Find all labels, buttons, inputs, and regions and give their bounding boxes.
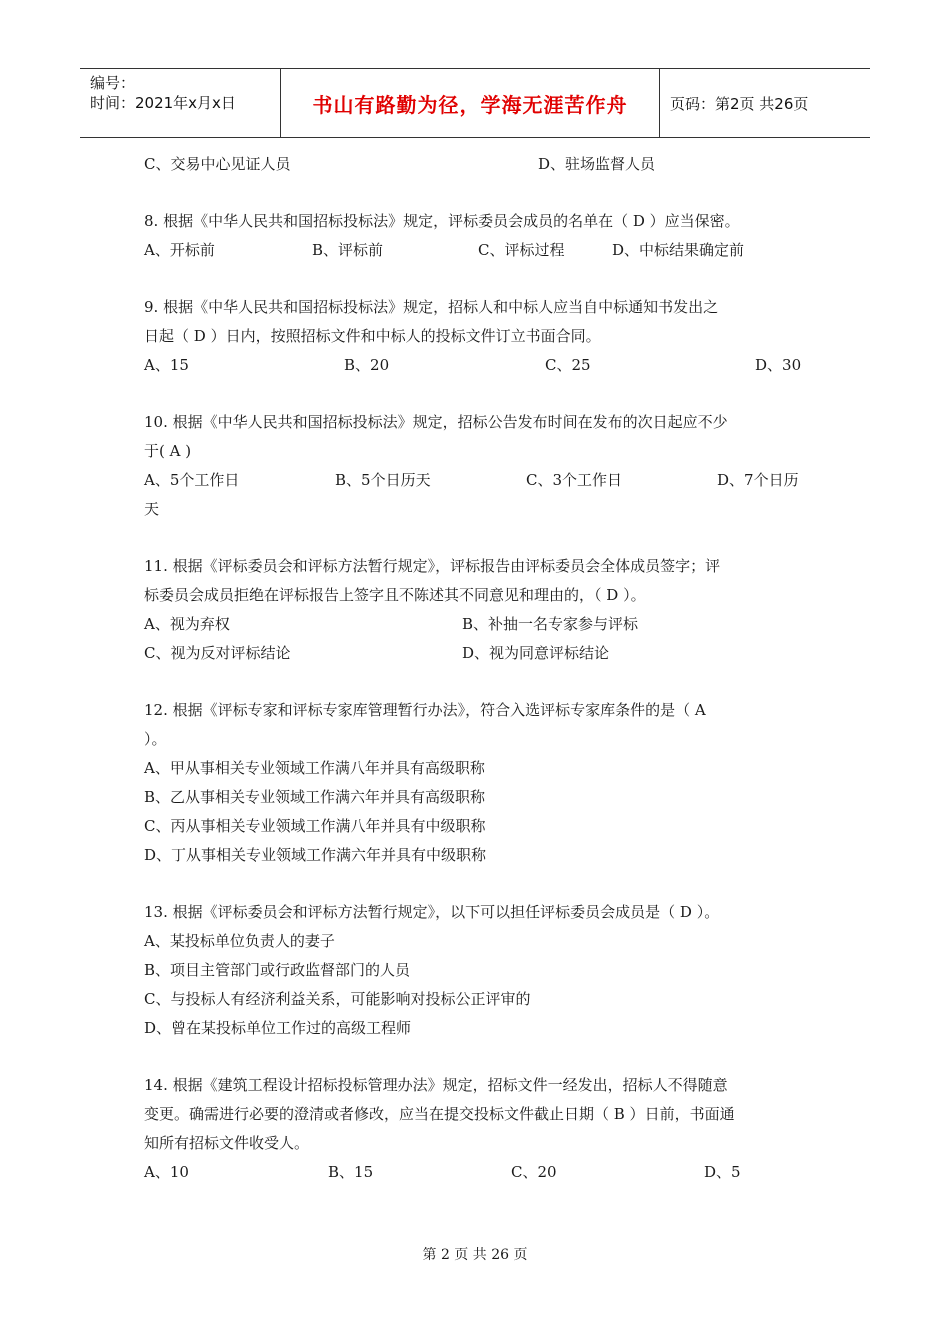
q11-text-line1: 11. 根据《评标委员会和评标方法暂行规定》，评标报告由评标委员会全体成员签字；评 [144, 557, 721, 575]
q13-option-b: B、项目主管部门或行政监督部门的人员 [144, 961, 411, 979]
q10-options [144, 466, 814, 495]
q11-option-d: D、视为同意评标结论 [462, 644, 610, 662]
q12-option-d: D、丁从事相关专业领域工作满六年并具有中级职称 [144, 846, 487, 864]
serial-number-label: 编号： [90, 74, 136, 92]
q9-option-d: D、30 [755, 356, 802, 374]
q11-options-row2 [144, 639, 814, 668]
date-label: 时间：2021年x月x日 [90, 94, 236, 112]
q11-option-a: A、视为弃权 [144, 615, 230, 633]
q7-option-d: D、驻场监督人员 [538, 155, 656, 173]
q13-option-d: D、曾在某投标单位工作过的高级工程师 [144, 1019, 412, 1037]
q12-option-c: C、丙从事相关专业领域工作满八年并具有中级职称 [144, 817, 486, 835]
page-footer: 第 2 页 共 26 页 [422, 1247, 528, 1263]
q14-option-b: B、15 [328, 1163, 374, 1181]
header-meta [80, 69, 281, 137]
q13-text: 13. 根据《评标委员会和评标方法暂行规定》，以下可以担任评标委员会成员是（ D ）。 [144, 903, 720, 921]
q14-option-c: C、20 [511, 1163, 557, 1181]
q9-text-line2: 日起（ D ）日内，按照招标文件和中标人的投标文件订立书面合同。 [144, 327, 601, 345]
header-page-info: 页码：第2页 共26页 [670, 94, 809, 113]
q11-text-line2: 标委员会成员拒绝在评标报告上签字且不陈述其不同意见和理由的，（ D ）。 [144, 586, 646, 604]
q10-option-a: A、5个工作日 [144, 471, 240, 489]
page-header [80, 68, 870, 138]
q8-text: 8. 根据《中华人民共和国招标投标法》规定，评标委员会成员的名单在（ D ）应当保密。 [144, 212, 740, 230]
q13-option-c: C、与投标人有经济利益关系，可能影响对投标公正评审的 [144, 990, 531, 1008]
q9-option-b: B、20 [344, 356, 390, 374]
q14-options [144, 1158, 814, 1187]
q14-text-line1: 14. 根据《建筑工程设计招标投标管理办法》规定，招标文件一经发出，招标人不得随意 [144, 1076, 728, 1094]
q7-option-c: C、交易中心见证人员 [144, 155, 291, 173]
q11-option-c: C、视为反对评标结论 [144, 644, 291, 662]
q12-option-a: A、甲从事相关专业领域工作满八年并具有高级职称 [144, 759, 485, 777]
q10-option-d: D、7个日历 [717, 471, 799, 489]
q8-options [144, 236, 814, 265]
q14-text-line2: 变更。确需进行必要的澄清或者修改，应当在提交投标文件截止日期（ B ）日前，书面通 [144, 1105, 735, 1123]
q9-text-line1: 9. 根据《中华人民共和国招标投标法》规定，招标人和中标人应当自中标通知书发出之 [144, 298, 719, 316]
q10-option-c: C、3个工作日 [526, 471, 623, 489]
q12-text-line1: 12. 根据《评标专家和评标专家库管理暂行办法》，符合入选评标专家库条件的是（ A [144, 701, 706, 719]
q8-option-b: B、评标前 [312, 241, 384, 259]
q10-text-line2: 于( A ) [144, 442, 192, 460]
q8-option-d: D、中标结果确定前 [612, 241, 745, 259]
q11-options-row1 [144, 610, 814, 639]
q10-text-line1: 10. 根据《中华人民共和国招标投标法》规定，招标公告发布时间在发布的次日起应不少 [144, 413, 728, 431]
q13-option-a: A、某投标单位负责人的妻子 [144, 932, 335, 950]
q9-option-a: A、15 [144, 356, 189, 374]
q9-options [144, 351, 814, 380]
q14-option-d: D、5 [704, 1163, 741, 1181]
q12-text-line2: ）。 [144, 730, 167, 748]
q12-option-b: B、乙从事相关专业领域工作满六年并具有高级职称 [144, 788, 486, 806]
q8-option-c: C、评标过程 [478, 241, 565, 259]
q9-option-c: C、25 [545, 356, 591, 374]
q7-options [144, 150, 814, 179]
q14-option-a: A、10 [144, 1163, 189, 1181]
q10-option-d-wrap: 天 [144, 500, 160, 518]
q11-option-b: B、补抽一名专家参与评标 [462, 615, 639, 633]
q14-text-line3: 知所有招标文件收受人。 [144, 1134, 310, 1152]
question-list [144, 150, 814, 1187]
q8-option-a: A、开标前 [144, 241, 215, 259]
header-motto: 书山有路勤为径，学海无涯苦作舟 [281, 69, 660, 137]
q10-option-b: B、5个日历天 [335, 471, 431, 489]
